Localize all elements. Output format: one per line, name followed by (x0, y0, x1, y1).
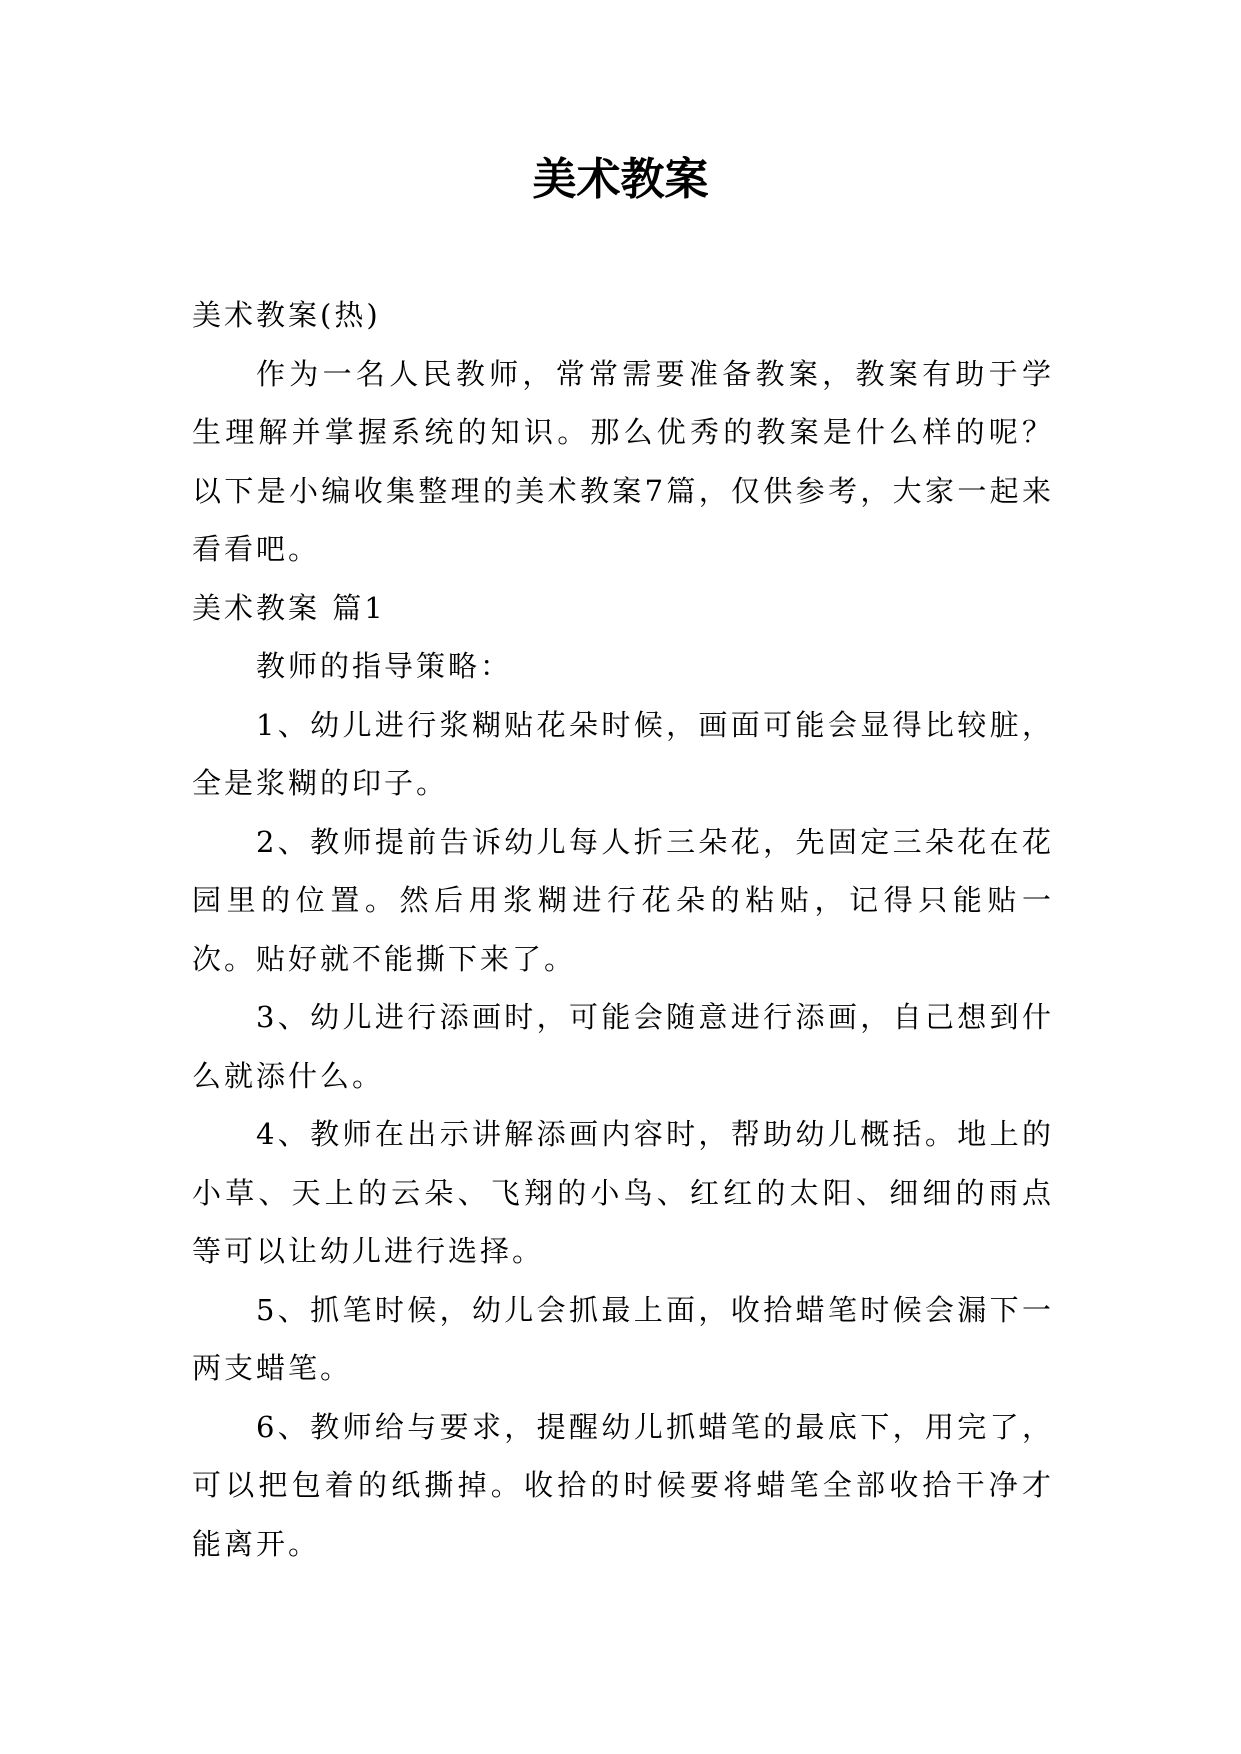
document-body (192, 286, 1054, 1573)
strategy-item-2: 2、教师提前告诉幼儿每人折三朵花，先固定三朵花在花园里的位置。然后用浆糊进行花朵的粘贴，记得只能贴一次。贴好就不能撕下来了。 (192, 824, 1054, 976)
strategy-item-4: 4、教师在出示讲解添画内容时，帮助幼儿概括。地上的小草、天上的云朵、飞翔的小鸟、红红的太阳、细细的雨点等可以让幼儿进行选择。 (192, 1117, 1054, 1268)
strategy-item-3: 3、幼儿进行添画时，可能会随意进行添画，自己想到什么就添什么。 (192, 1000, 1054, 1093)
section-heading: 美术教案 篇1 (192, 590, 386, 625)
strategy-item-6: 6、教师给与要求，提醒幼儿抓蜡笔的最底下，用完了，可以把包着的纸撕掉。收拾的时候要将蜡笔全部收拾干净才能离开。 (192, 1409, 1054, 1561)
subtitle: 美术教案(热) (192, 298, 381, 332)
document-title: 美术教案 (532, 154, 709, 205)
strategy-item-1: 1、幼儿进行浆糊贴花朵时候，画面可能会显得比较脏，全是浆糊的印子。 (192, 707, 1054, 800)
strategy-item-5: 5、抓笔时候，幼儿会抓最上面，收拾蜡笔时候会漏下一两支蜡笔。 (192, 1292, 1054, 1385)
strategy-heading: 教师的指导策略： (256, 649, 513, 683)
intro-paragraph: 作为一名人民教师，常常需要准备教案，教案有助于学生理解并掌握系统的知识。那么优秀的教案是什么样的呢？以下是小编收集整理的美术教案7篇，仅供参考，大家一起来看看吧。 (192, 356, 1054, 566)
